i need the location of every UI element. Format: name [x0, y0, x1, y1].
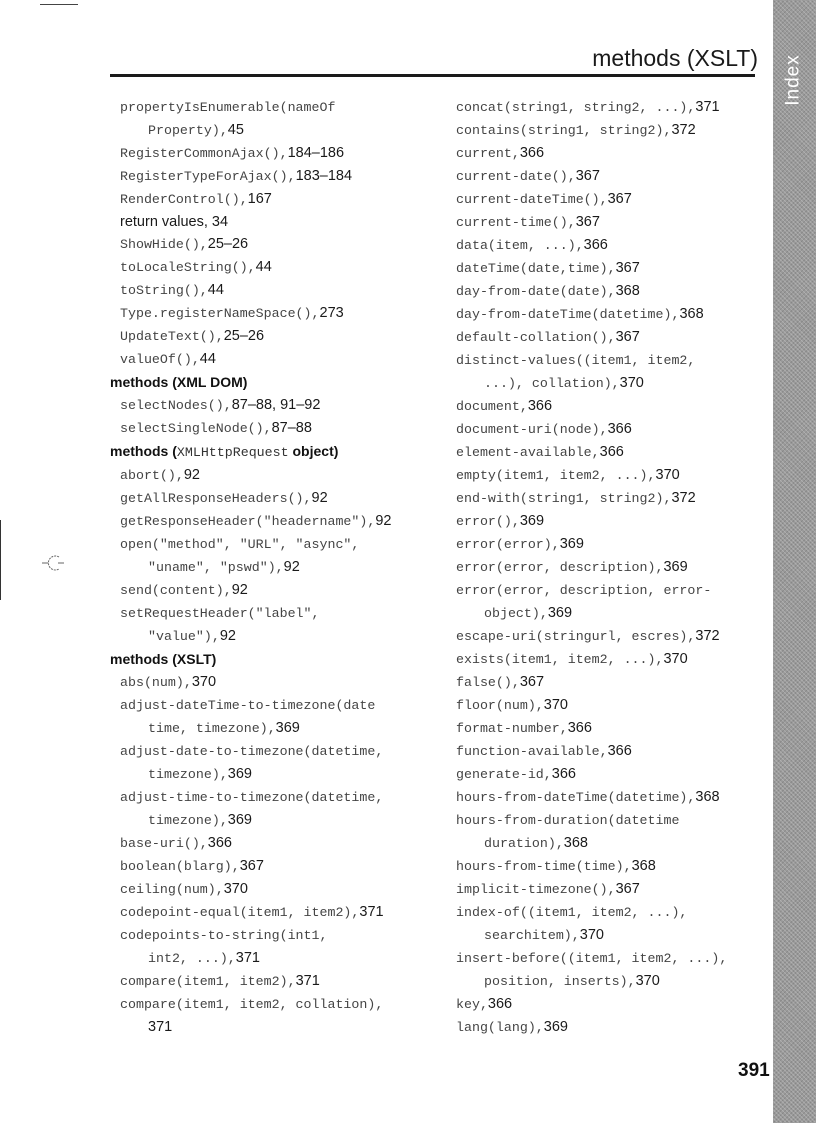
index-entry: [456, 924, 768, 947]
index-heading-code: XMLHttpRequest: [176, 445, 289, 460]
index-entry: [110, 786, 440, 809]
index-entry: [456, 349, 768, 372]
index-entry: [110, 510, 440, 533]
page-ref: 87–88: [271, 420, 312, 436]
thumb-tab-text: Index: [783, 54, 805, 106]
index-entry: [456, 648, 768, 671]
index-term: UpdateText(),: [120, 329, 224, 344]
index-term: key,: [456, 997, 488, 1012]
index-entry: [110, 809, 440, 832]
index-term: Property),: [148, 123, 228, 138]
index-term: false(),: [456, 675, 520, 690]
index-entry: [456, 441, 768, 464]
index-entry: [110, 556, 440, 579]
index-term: lang(lang),: [456, 1020, 544, 1035]
index-term: toLocaleString(),: [120, 260, 256, 275]
index-term: document-uri(node),: [456, 422, 608, 437]
index-entry: [110, 256, 440, 279]
index-entry: [110, 302, 440, 325]
page-ref: 372: [671, 122, 696, 138]
index-term: codepoint-equal(item1, item2),: [120, 905, 360, 920]
index-term: floor(num),: [456, 698, 544, 713]
index-term: adjust-dateTime-to-timezone(date: [120, 698, 376, 713]
index-term: send(content),: [120, 583, 232, 598]
page-ref: 366: [487, 996, 513, 1012]
page-ref: 369: [543, 1019, 568, 1035]
index-entry: [110, 188, 440, 211]
page-ref: 366: [567, 720, 592, 736]
index-term: hours-from-dateTime(datetime),: [456, 790, 696, 805]
index-entry: [456, 487, 768, 510]
index-term: error(error),: [456, 537, 560, 552]
page-ref: 369: [227, 766, 252, 782]
index-term: time, timezone),: [148, 721, 276, 736]
index-term: dateTime(date,time),: [456, 261, 616, 276]
index-entry: [110, 602, 440, 625]
index-entry: [456, 556, 768, 579]
index-term: duration),: [484, 836, 564, 851]
page-ref: 371: [295, 973, 320, 989]
index-entry: [456, 510, 768, 533]
index-term: error(),: [456, 514, 520, 529]
running-head: methods (XSLT): [592, 45, 758, 71]
index-entry: [110, 947, 440, 970]
index-term: compare(item1, item2, collation),: [120, 997, 384, 1012]
index-entry: [456, 395, 768, 418]
index-entry: [456, 142, 768, 165]
index-term: distinct-values((item1, item2,: [456, 353, 696, 368]
page-ref: 372: [695, 628, 720, 644]
index-entry: [110, 279, 440, 302]
page-ref: 87–88, 91–92: [231, 397, 321, 413]
page-ref: 370: [543, 697, 568, 713]
index-entry: [110, 625, 440, 648]
index-entry: [110, 348, 440, 371]
index-term: document,: [456, 399, 528, 414]
index-term: generate-id,: [456, 767, 552, 782]
thumb-tab-label: [776, 50, 812, 110]
page-ref: 369: [227, 812, 252, 828]
page-ref: 370: [619, 375, 644, 391]
index-heading: methods (XML DOM): [110, 374, 248, 390]
index-term: index-of((item1, item2, ...),: [456, 905, 688, 920]
index-entry: [456, 694, 768, 717]
index-entry: [110, 533, 440, 556]
page-ref: 367: [615, 260, 640, 276]
page-ref: 371: [235, 950, 260, 966]
index-column-left: [110, 96, 440, 1038]
index-term: object),: [484, 606, 548, 621]
registration-mark-icon: [42, 552, 64, 574]
index-entry: [110, 165, 440, 188]
page-ref: 368: [679, 306, 704, 322]
index-term: contains(string1, string2),: [456, 123, 672, 138]
page-ref: 367: [519, 674, 545, 690]
page-ref: 366: [207, 835, 232, 851]
index-term: RegisterCommonAjax(),: [120, 146, 288, 161]
index-term: error(error, description, error-: [456, 583, 712, 598]
page-ref: 368: [631, 858, 656, 874]
index-entry: [456, 418, 768, 441]
page-ref: 369: [519, 513, 545, 529]
index-heading: methods (XSLT): [110, 651, 217, 667]
index-entry: [110, 96, 440, 119]
page-ref: 367: [615, 329, 640, 345]
index-entry: [110, 1016, 440, 1038]
page-ref: 167: [247, 191, 272, 207]
index-entry: [110, 119, 440, 142]
index-entry: [456, 602, 768, 625]
page-ref: 371: [359, 904, 384, 920]
page-ref: 367: [575, 168, 600, 184]
index-heading: methods (: [110, 443, 177, 459]
page-ref: 367: [575, 214, 600, 230]
index-entry: [456, 372, 768, 395]
index-term: RegisterTypeForAjax(),: [120, 169, 296, 184]
index-entry: [456, 763, 768, 786]
index-entry: [456, 947, 768, 970]
index-term: current-date(),: [456, 169, 576, 184]
index-entry: [110, 648, 440, 671]
index-term: data(item, ...),: [456, 238, 584, 253]
index-term: Type.registerNameSpace(),: [120, 306, 320, 321]
index-term: open("method", "URL", "async",: [120, 537, 360, 552]
index-term: format-number,: [456, 721, 568, 736]
index-term: element-available,: [456, 445, 600, 460]
index-entry: [110, 487, 440, 510]
index-entry: [456, 326, 768, 349]
index-heading: object): [288, 443, 339, 459]
index-term: abort(),: [120, 468, 184, 483]
index-term: insert-before((item1, item2, ...),: [456, 951, 728, 966]
index-entry: [110, 878, 440, 901]
index-entry: [456, 464, 768, 487]
index-entry: [110, 371, 440, 394]
index-entry: [456, 303, 768, 326]
index-entry: [456, 993, 768, 1016]
page-ref: 368: [615, 283, 640, 299]
index-entry: [110, 993, 440, 1016]
index-term: RenderControl(),: [120, 192, 248, 207]
index-term: escape-uri(stringurl, escres),: [456, 629, 696, 644]
page-ref: 44: [207, 282, 224, 298]
index-term: concat(string1, string2, ...),: [456, 100, 696, 115]
index-term: position, inserts),: [484, 974, 636, 989]
index-term: end-with(string1, string2),: [456, 491, 672, 506]
page-ref: 92: [219, 628, 236, 644]
index-entry: [110, 970, 440, 993]
index-entry: [456, 832, 768, 855]
index-entry: [456, 579, 768, 602]
page-ref: 370: [663, 651, 688, 667]
index-term: timezone),: [148, 767, 228, 782]
page-ref: 25–26: [207, 236, 249, 252]
page-ref: 369: [663, 559, 688, 575]
index-column-right: [456, 96, 768, 1039]
index-entry: [456, 717, 768, 740]
page-ref: 366: [527, 398, 553, 414]
index-entry: [110, 763, 440, 786]
index-term: empty(item1, item2, ...),: [456, 468, 656, 483]
page-ref: 370: [579, 927, 604, 943]
index-entry: [110, 440, 440, 464]
index-entry: [110, 417, 440, 440]
index-term: timezone),: [148, 813, 228, 828]
index-entry: [456, 855, 768, 878]
crop-mark-top: [40, 4, 78, 5]
page-ref: 273: [319, 305, 344, 321]
index-entry: [456, 970, 768, 993]
thumb-tab: [773, 0, 816, 1123]
page-ref: 372: [671, 490, 696, 506]
index-term: searchitem),: [484, 928, 580, 943]
index-entry: [456, 878, 768, 901]
page-ref: 367: [615, 881, 640, 897]
page-ref: 368: [695, 789, 720, 805]
page-ref: 184–186: [287, 145, 345, 161]
index-term: day-from-dateTime(datetime),: [456, 307, 680, 322]
index-term: propertyIsEnumerable(nameOf: [120, 100, 336, 115]
page-ref: 371: [148, 1019, 173, 1035]
page-ref: 369: [275, 720, 300, 736]
index-entry: [110, 394, 440, 417]
page-ref: 366: [599, 444, 624, 460]
index-term: ceiling(num),: [120, 882, 224, 897]
index-entry: [456, 234, 768, 257]
index-term: "value"),: [148, 629, 220, 644]
index-entry: [110, 211, 440, 233]
page-ref: 366: [583, 237, 608, 253]
header-rule: [110, 74, 755, 77]
index-entry: [110, 901, 440, 924]
index-term: setRequestHeader("label",: [120, 606, 320, 621]
index-term: getAllResponseHeaders(),: [120, 491, 312, 506]
index-term: hours-from-time(time),: [456, 859, 632, 874]
index-term: toString(),: [120, 283, 208, 298]
index-term: "uname", "pswd"),: [148, 560, 284, 575]
page-ref: 366: [607, 421, 632, 437]
index-term: error(error, description),: [456, 560, 664, 575]
index-term: adjust-time-to-timezone(datetime,: [120, 790, 384, 805]
index-entry: [110, 855, 440, 878]
index-entry: [110, 142, 440, 165]
index-term: hours-from-duration(datetime: [456, 813, 680, 828]
index-term: compare(item1, item2),: [120, 974, 296, 989]
page-ref: 45: [227, 122, 244, 138]
index-entry: [110, 694, 440, 717]
page-ref: 367: [607, 191, 632, 207]
page-ref: 368: [563, 835, 588, 851]
index-term: exists(item1, item2, ...),: [456, 652, 664, 667]
index-entry: [456, 1016, 768, 1039]
page-ref: 370: [655, 467, 680, 483]
index-term: selectSingleNode(),: [120, 421, 272, 436]
index-term: valueOf(),: [120, 352, 200, 367]
index-entry: [456, 165, 768, 188]
index-term: selectNodes(),: [120, 398, 232, 413]
page-number: 391: [738, 1060, 770, 1081]
index-term: day-from-date(date),: [456, 284, 616, 299]
page-ref: 366: [519, 145, 545, 161]
index-term: adjust-date-to-timezone(datetime,: [120, 744, 384, 759]
index-entry: [456, 119, 768, 142]
index-entry: [456, 96, 768, 119]
page-ref: 44: [255, 259, 272, 275]
index-entry: [456, 280, 768, 303]
index-term: abs(num),: [120, 675, 192, 690]
index-term: base-uri(),: [120, 836, 208, 851]
page-ref: 92: [311, 490, 328, 506]
index-entry: [110, 832, 440, 855]
index-term: getResponseHeader("headername"),: [120, 514, 376, 529]
index-entry: [456, 188, 768, 211]
page-ref: 44: [199, 351, 216, 367]
page-ref: 367: [239, 858, 264, 874]
page-ref: 92: [231, 582, 248, 598]
page-ref: 369: [559, 536, 584, 552]
index-term: codepoints-to-string(int1,: [120, 928, 328, 943]
page-ref: 25–26: [223, 328, 265, 344]
index-term: ShowHide(),: [120, 237, 208, 252]
index-entry: [110, 717, 440, 740]
index-term: current-time(),: [456, 215, 576, 230]
page-ref: 366: [607, 743, 632, 759]
index-term: ...), collation),: [484, 376, 620, 391]
index-entry: [110, 325, 440, 348]
index-term: function-available,: [456, 744, 608, 759]
index-entry: [110, 579, 440, 602]
page-ref: 371: [695, 99, 720, 115]
index-term: implicit-timezone(),: [456, 882, 616, 897]
index-entry: [456, 211, 768, 234]
index-entry: [456, 901, 768, 924]
index-term: boolean(blarg),: [120, 859, 240, 874]
index-entry: [456, 786, 768, 809]
index-entry: [456, 809, 768, 832]
page-ref: 92: [283, 559, 300, 575]
page-ref: 370: [635, 973, 660, 989]
index-entry: [110, 740, 440, 763]
page-ref: 183–184: [295, 168, 353, 184]
index-term: current,: [456, 146, 520, 161]
index-entry: [110, 233, 440, 256]
index-entry: [110, 464, 440, 487]
page-ref: 92: [375, 513, 392, 529]
index-term: return values, 34: [120, 214, 229, 230]
index-entry: [456, 740, 768, 763]
index-entry: [456, 533, 768, 556]
page-ref: 366: [551, 766, 576, 782]
index-entry: [456, 671, 768, 694]
index-term: default-collation(),: [456, 330, 616, 345]
index-entry: [456, 257, 768, 280]
crop-mark-left: [0, 520, 1, 600]
index-entry: [110, 671, 440, 694]
index-term: int2, ...),: [148, 951, 236, 966]
index-term: current-dateTime(),: [456, 192, 608, 207]
page-ref: 92: [183, 467, 200, 483]
page-ref: 369: [547, 605, 573, 621]
index-entry: [456, 625, 768, 648]
page-ref: 370: [191, 674, 217, 690]
index-entry: [110, 924, 440, 947]
page-ref: 370: [223, 881, 248, 897]
